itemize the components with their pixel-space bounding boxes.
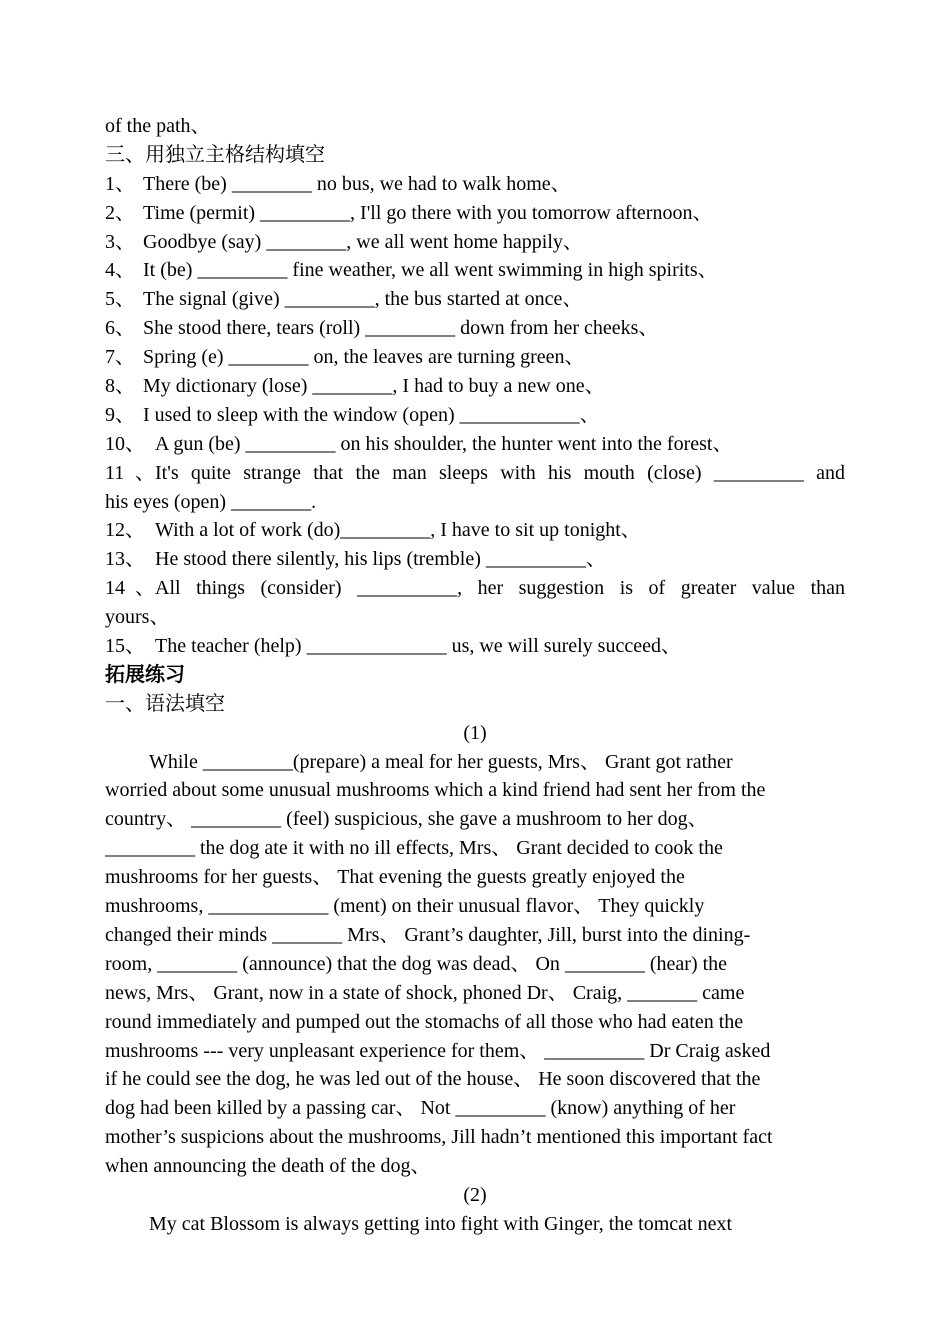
item-text: Time (permit) _________, I'll go there with you tomorrow afternoon、 (143, 201, 713, 224)
passage-number: (2) (463, 1183, 487, 1206)
exercise-item (105, 256, 845, 285)
item-number: 15、 (105, 635, 145, 658)
exercise-item (105, 430, 845, 459)
exercise-item (105, 170, 845, 199)
passage-line: mushrooms for her guests、 That evening the guests greatly enjoyed the (105, 866, 685, 889)
item-number: 4、 (105, 259, 135, 282)
passage-line: when announcing the death of the dog、 (105, 1155, 431, 1178)
item-number: 13、 (105, 548, 145, 571)
item-number: 12、 (105, 519, 145, 542)
exercise-item (105, 574, 845, 603)
passage-line: round immediately and pumped out the stomachs of all those who had eaten the (105, 1010, 744, 1033)
item-text: A gun (be) _________ on his shoulder, the hunter went into the forest、 (155, 432, 733, 455)
exercise-item (105, 314, 845, 343)
item-text: Spring (e) ________ on, the leaves are turning green、 (143, 346, 585, 369)
document-content (105, 112, 845, 1239)
item-text: My dictionary (lose) ________, I had to buy a new one、 (143, 375, 605, 398)
item-text: It's quite strange that the man sleeps with his mouth (close) _________ and (155, 461, 845, 484)
item-number: 9、 (105, 403, 135, 426)
exercise-item (105, 285, 845, 314)
section-heading-extension: 拓展练习 (105, 663, 185, 686)
exercise-item (105, 632, 845, 661)
item-text: He stood there silently, his lips (tremble) __________、 (155, 548, 606, 571)
text-line: of the path、 (105, 115, 211, 137)
item-number: 6、 (105, 317, 135, 340)
item-text: With a lot of work (do)_________, I have to sit up tonight、 (155, 519, 641, 542)
passage-line: While _________(prepare) a meal for her guests, Mrs、 Grant got rather (149, 750, 733, 773)
passage-line: mushrooms --- very unpleasant experience for them、 __________ Dr Craig asked (105, 1039, 771, 1062)
section-heading: 一、语法填空 (105, 692, 225, 715)
item-number: 11、 (105, 461, 155, 484)
item-number: 5、 (105, 288, 135, 311)
item-text: Goodbye (say) ________, we all went home happily、 (143, 230, 583, 253)
passage-line: mushrooms, ____________ (ment) on their unusual flavor、 They quickly (105, 895, 705, 918)
exercise-item (105, 343, 845, 372)
passage-line: mother’s suspicions about the mushrooms, Jill hadn’t mentioned this important fact (105, 1126, 773, 1149)
item-number: 8、 (105, 375, 135, 398)
item-text: The teacher (help) ______________ us, we will surely succeed、 (155, 635, 681, 658)
item-text: The signal (give) _________, the bus started at once、 (143, 288, 583, 311)
passage-line: country、 _________ (feel) suspicious, she gave a mushroom to her dog、 (105, 808, 708, 831)
text-line: his eyes (open) ________. (105, 490, 317, 513)
exercise-item (105, 199, 845, 228)
exercise-item (105, 545, 845, 574)
text-line: yours、 (105, 606, 170, 629)
passage-line: _________ the dog ate it with no ill effects, Mrs、 Grant decided to cook the (105, 837, 723, 860)
item-number: 2、 (105, 201, 135, 224)
passage-line: dog had been killed by a passing car、 Not _________ (know) anything of her (105, 1097, 736, 1120)
passage-line: news, Mrs、 Grant, now in a state of shock, phoned Dr、 Craig, _______ came (105, 981, 745, 1004)
item-text: It (be) _________ fine weather, we all went swimming in high spirits、 (143, 259, 718, 282)
item-text: There (be) ________ no bus, we had to walk home、 (143, 172, 571, 195)
item-number: 1、 (105, 172, 135, 195)
item-text: She stood there, tears (roll) _________ down from her cheeks、 (143, 317, 659, 340)
item-number: 7、 (105, 346, 135, 369)
item-number: 10、 (105, 432, 145, 455)
passage-line: worried about some unusual mushrooms which a kind friend had sent her from the (105, 779, 766, 802)
passage-line: room, ________ (announce) that the dog was dead、 On ________ (hear) the (105, 952, 728, 975)
item-text: All things (consider) __________, her suggestion is of greater value than (155, 577, 845, 600)
exercise-item (105, 372, 845, 401)
item-number: 14、 (105, 577, 155, 600)
passage-line: if he could see the dog, he was led out of the house、 He soon discovered that the (105, 1068, 761, 1091)
item-text: I used to sleep with the window (open) ____________、 (143, 403, 600, 426)
section-heading: 三、用独立主格结构填空 (105, 143, 325, 166)
exercise-item (105, 459, 845, 488)
exercise-item (105, 401, 845, 430)
exercise-item (105, 516, 845, 545)
passage-line: My cat Blossom is always getting into fight with Ginger, the tomcat next (149, 1212, 733, 1235)
passage-line: changed their minds _______ Mrs、 Grant’s daughter, Jill, burst into the dining- (105, 923, 751, 946)
item-number: 3、 (105, 230, 135, 253)
exercise-item (105, 228, 845, 257)
passage-number: (1) (463, 721, 487, 744)
